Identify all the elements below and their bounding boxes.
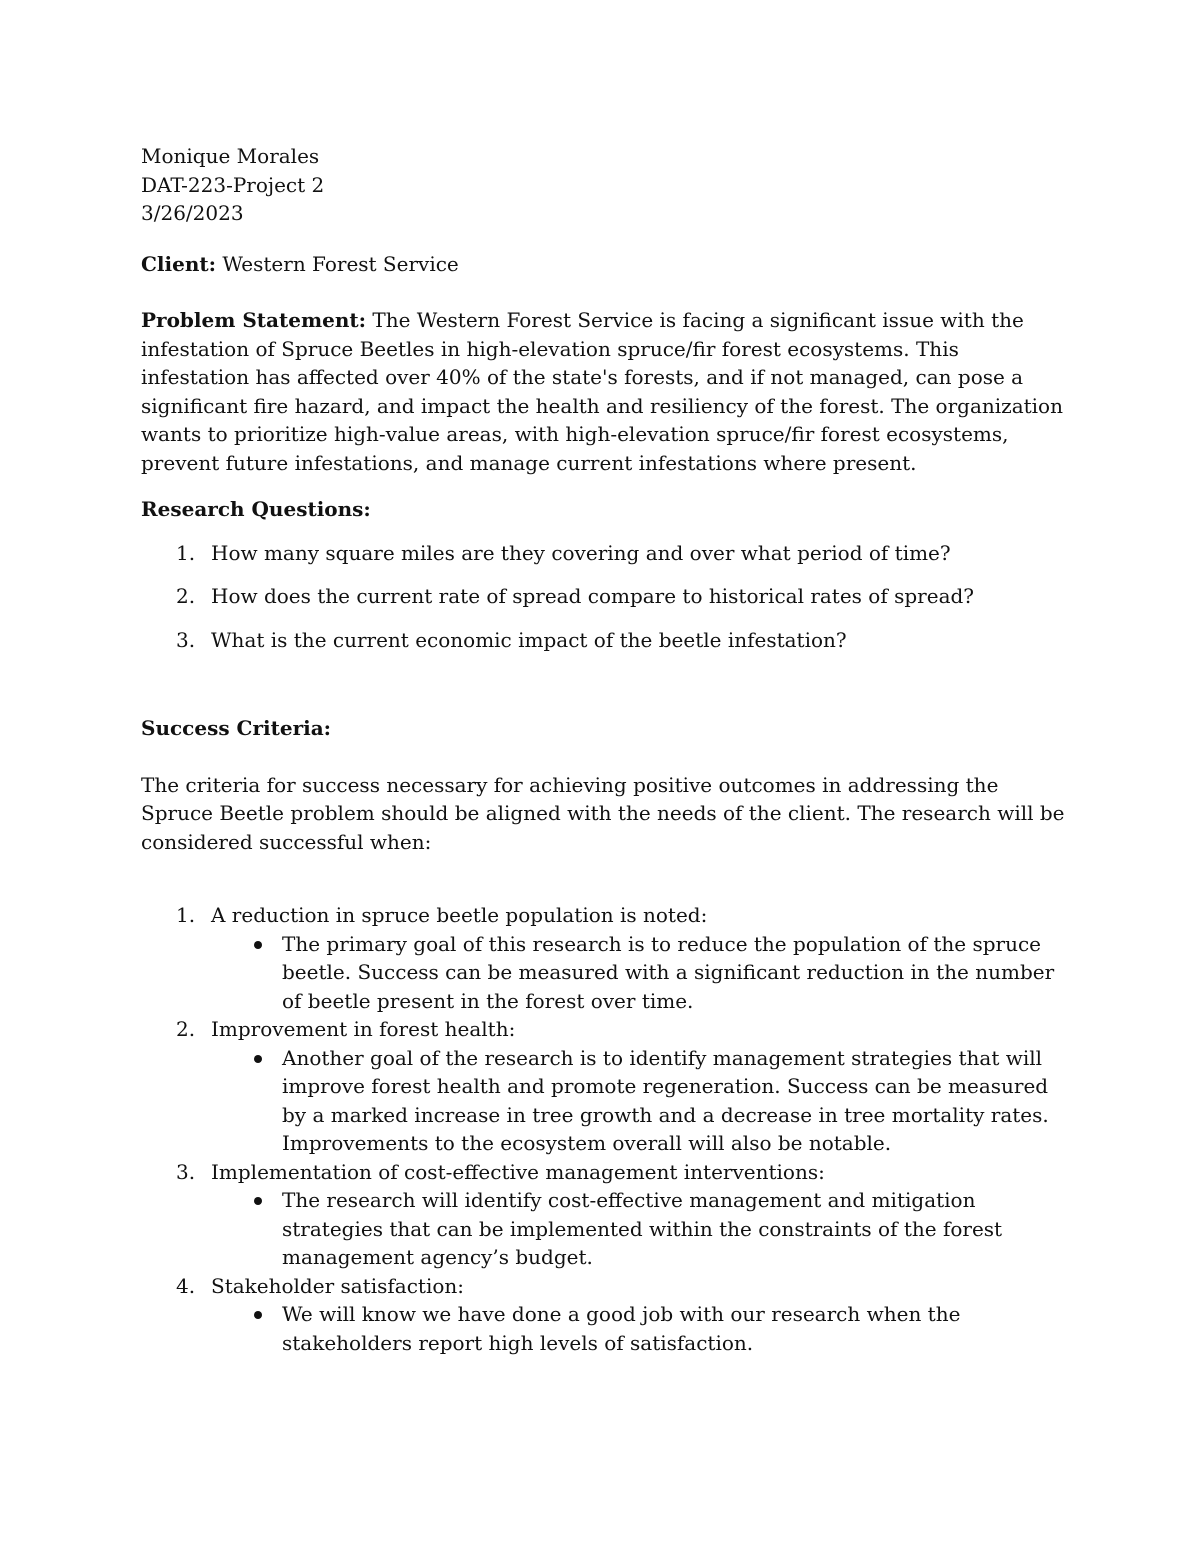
- list-item: [141, 1015, 1071, 1044]
- client-line: [141, 250, 1071, 279]
- problem-text: The Western Forest Service is facing a significant issue with the infestation of Spruce Beetles in high-elevation spruce/fir forest ecosystems. This infestation has affected over 40% of the state's forests, and if not managed, can pose a significant fire hazard, and impact the health and resiliency of the forest. The organization wants to prioritize high-value areas, with high-elevation spruce/fir forest ecosystems, prevent future infestations, and manage current infestations where present.: [141, 308, 1063, 475]
- research-questions-list: [141, 539, 1071, 655]
- list-number: 1.: [176, 903, 196, 927]
- list-item-text: Implementation of cost-effective management interventions:: [211, 1159, 825, 1184]
- bullet-item: [141, 1044, 1071, 1158]
- course-code: DAT-223-Project 2: [141, 172, 325, 197]
- success-criteria-list: [141, 901, 1071, 1357]
- list-item-text: A reduction in spruce beetle population is noted:: [211, 903, 708, 927]
- document-page: [141, 142, 1071, 1357]
- problem-statement: [141, 306, 1071, 477]
- list-item-text: Improvement in forest health:: [211, 1017, 516, 1041]
- problem-label: Problem Statement:: [141, 308, 366, 332]
- list-number: 3.: [176, 627, 196, 652]
- list-number: 2.: [176, 1017, 196, 1041]
- list-item: [141, 1158, 1071, 1187]
- bullet-text: Another goal of the research is to identify management strategies that will improve forest health and promote regeneration. Success can be measured by a marked increase in tree growth and a decrease in tree mortality rates. Improvements to the ecosystem overall will also be notable.: [282, 1045, 1049, 1155]
- list-item-text: Stakeholder satisfaction:: [211, 1273, 464, 1298]
- list-number: 3.: [176, 1159, 196, 1184]
- list-item: [141, 582, 1071, 611]
- list-item: [141, 901, 1071, 930]
- document-date: 3/26/2023: [141, 201, 244, 225]
- bullet-icon: [254, 1311, 262, 1319]
- client-label: Client:: [141, 251, 216, 276]
- list-item-text: How many square miles are they covering and over what period of time?: [211, 540, 951, 565]
- bullet-item: [141, 1300, 1071, 1357]
- success-criteria-heading: Success Criteria:: [141, 716, 332, 740]
- author-name: Monique Morales: [141, 144, 320, 168]
- list-item: [141, 626, 1071, 655]
- bullet-item: [141, 930, 1071, 1016]
- research-questions-heading: Research Questions:: [141, 497, 371, 521]
- list-item-text: How does the current rate of spread compare to historical rates of spread?: [211, 584, 975, 608]
- list-item-text: What is the current economic impact of the beetle infestation?: [211, 627, 847, 652]
- list-number: 1.: [176, 540, 196, 565]
- bullet-text: The primary goal of this research is to reduce the population of the spruce beetle. Success can be measured with a significant reduction in the number of beetle present in the forest over time.: [282, 931, 1055, 1013]
- bullet-icon: [254, 941, 262, 949]
- list-item: [141, 1272, 1071, 1301]
- list-number: 2.: [176, 584, 196, 608]
- list-item: [141, 539, 1071, 568]
- success-intro: The criteria for success necessary for achieving positive outcomes in addressing the Spruce Beetle problem should be aligned with the needs of the client. The research will be considered successful when:: [141, 772, 1065, 854]
- bullet-text: We will know we have done a good job with our research when the stakeholders report high levels of satisfaction.: [282, 1302, 961, 1355]
- bullet-text: The research will identify cost-effective management and mitigation strategies that can be implemented within the constraints of the forest management agency’s budget.: [282, 1188, 1003, 1269]
- bullet-icon: [254, 1055, 262, 1063]
- bullet-item: [141, 1186, 1071, 1272]
- client-value: Western Forest Service: [216, 251, 459, 276]
- bullet-icon: [254, 1197, 262, 1205]
- list-number: 4.: [176, 1273, 196, 1298]
